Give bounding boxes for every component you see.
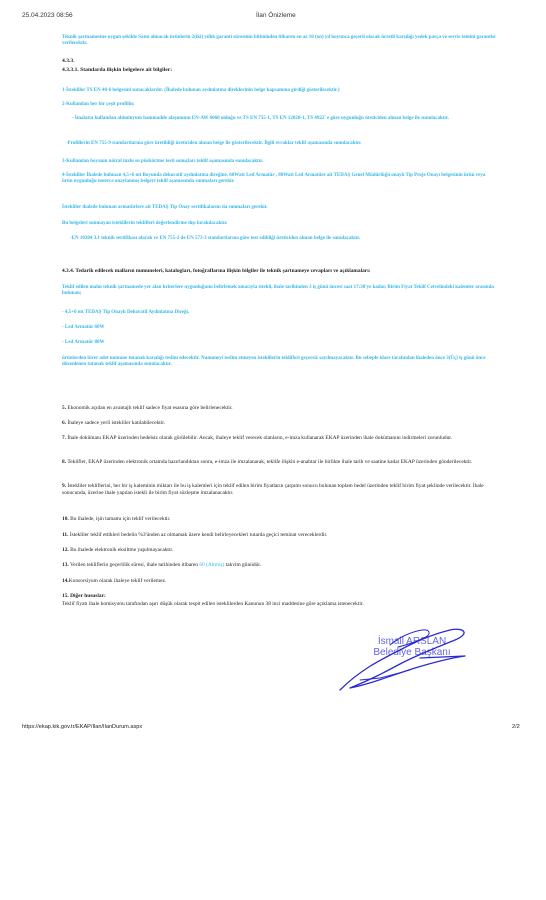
section-434-item-1: Teklif edilen malın teknik şartnamede yer alan kriterlere uygunluğunu belirlemek amacıyla istekli, ihale tarihinden 3 iş günü öncesi saat 17:30'ye kadar, Birim Fiyat Teklif Cetvelindeki kalemler arasında bulunan; <box>62 285 494 297</box>
section-15-text: Teklif fiyatı ihale komisyonu tarafından aşırı düşük olarak tespit edilen isteklilerden Kanunun 38 inci maddesine göre açıklama istenecektir. <box>62 601 364 607</box>
section-433-item-2: 2-Kullanılan her bir çeşit profilin; <box>62 102 135 107</box>
footer-url: https://ekap.kik.gov.tr/EKAP/Ilan/IlanDurum.aspx <box>22 724 143 730</box>
item-9: 9. İstekliler tekliflerini, her bir iş kaleminin miktarı ile bu iş kalemleri için teklif edilen birim fiyatların çarpımı sonucu bulunan toplam bedel üzerinden teklif birim fiyat şeklinde verilecektir. İhale sonucunda, üzerine ihale yapılan istekli ile birim fiyat sözleşme imzalanacaktır. <box>62 483 484 496</box>
section-433-item-7: İstekliler ihalede bulunan armatürlere ait TEDAŞ Tip Onay sertifikalarını da sunmaları gerekir. <box>62 205 268 210</box>
section-433-item-3: - İmalatta kullanılan alüminyum hammadde alaşımının EN-AW 6060 olduğu ve TS EN 755-1, TS EN 12020-1, TS 4922' e göre uygunluğu üreticiden alınan belge ile sunulacaktır. <box>72 116 449 121</box>
item-6: 6. İhaleye sadece yerli istekliler katılabilecektir. <box>62 420 166 426</box>
section-433-number: 4.3.3. <box>62 58 75 64</box>
item-10: 10. Bu ihalede, işin tamamı için teklif verilecektir. <box>62 516 171 522</box>
section-433-item-4: -Profillerin EN 755-9 standartlarına göre üretildiği üreticiden alınan belge ile gösterilecektir. İlgili evraklar teklif aşamasında sunulacaktır. <box>66 141 362 146</box>
page-number: 2/2 <box>512 724 520 730</box>
signer-title: Belediye Başkanı <box>373 647 451 658</box>
item-13: 13. Verilen tekliflerin geçerlilik süresi, ihale tarihinden itibaren 60 (Altmış) takvim günüdür. <box>62 562 262 568</box>
section-434-item-2: - 4,5+6 mt TEDAŞ Tip Onaylı Dekoratif Aydınlatma Direği, <box>62 310 190 315</box>
section-433-item-9: -EN 10204 3.1 teknik sertifikası olarak ve EN 755-2 de EN 573-3 standartlarına göre test edildiği üreticiden alınan belge ile sunulacaktır. <box>70 236 361 241</box>
item-12: 12. Bu ihalede elektronik eksiltme yapılmayacaktır. <box>62 547 174 553</box>
validity-period-highlight: 60 (Altmış) <box>199 562 225 568</box>
section-433-item-1: 1-İstekliler TS EN 40-6 belgesini sunacaklardır. (İhalede bulunan aydınlatma direklerinin belge kapsamına girdiği gösterilecektir.) <box>62 88 340 93</box>
section-434-heading: 4.3.4. Tedarik edilecek malların numuneleri, katalogları, fotoğraflarına ilişkin bilgiler ile teknik şartnameye cevapları ve açıklamaları: <box>62 268 371 274</box>
handwritten-signature <box>320 620 490 700</box>
item-14: 14.Konsorsiyum olarak ihaleye teklif verilemez. <box>62 578 167 584</box>
item-7: 7. İhale dokümanı EKAP üzerinden bedelsiz olarak görülebilir. Ancak, ihaleye teklif verecek olanların, e-imza kullanarak EKAP üzerinden ihale dokümanını indirmeleri zorunludur. <box>62 435 453 441</box>
section-434-item-4: - Led Armatür 80W <box>62 340 105 345</box>
section-15-heading: 15. Diğer hususlar: <box>62 593 106 599</box>
item-5: 5. Ekonomik açıdan en avantajlı teklif sadece fiyat esasına göre belirlenecektir. <box>62 405 233 411</box>
section-434-item-3: - Led Armatür 60W <box>62 325 105 330</box>
section-433-item-5: 3-Kullanılan boyanın nötral tuzlu su püskürtme testi sonuçları teklif aşamasında sunulacaktır. <box>62 159 264 164</box>
section-433-item-8: Bu belgeleri sunmayan isteklilerin teklifleri değerlendirme dışı bırakılacaktır. <box>62 221 228 226</box>
item-11: 11. İstekliler teklif ettikleri bedelin %3'ünden az olmamak üzere kendi belirleyecekleri tutarda geçici teminat vereceklerdir. <box>62 532 328 538</box>
section-433-heading: 4.3.3.1. Standarda ilişkin belgelere ait bilgiler: <box>62 67 173 73</box>
signer-name: İsmail ARSLAN <box>377 636 447 647</box>
item-8: 8. Teklifler, EKAP üzerinden elektronik ortamda hazırlandıktan sonra, e-imza ile imzalanarak, teklife ilişkin e-anahtar ile birlikte ihale tarih ve saatine kadar EKAP üzerinden gönderilecektir. <box>62 459 473 465</box>
cyan-intro-paragraph: Teknik şartnamesine uygun şekilde Satın alınacak ürünlerin 2(iki) yıllık garanti süresinin bitiminden itibaren en az 10 (on) yıl boyunca geçerli olacak ücretli karşılığı yedek parça ve servis temini garantisi verilecektir. <box>62 35 496 47</box>
print-datetime: 25.04.2023 08:56 <box>22 12 73 19</box>
section-434-item-5: ürünlerden birer adet numune tutanak karşılığı teslim edecektir. Numuneyi teslim etmeyen isteklilerin teklifleri geçersiz sayılmayacaktır. Bu sebeple idare tarafından ihaleden önce 3(Üç) iş günü önce düzenlenen tutanak teklif aşamasında sunulacaktır. <box>62 356 486 368</box>
page-header-title: İlan Önizleme <box>256 12 296 19</box>
section-433-item-6: 4-İstekliler İhalede bulunan 4,5+6 mt Boyunda dekoratif aydınlatma direğine, 60Watt Led Armatür , 80Watt Led Armatüre ait TEDAŞ Genel Müdürlüğü onaylı Tip Proje Onayı belgesinin ürün veya ürün uygunluğu noterce onaylanmış belgeyi teklif aşamasında sunmaları gerekir. <box>62 173 486 185</box>
